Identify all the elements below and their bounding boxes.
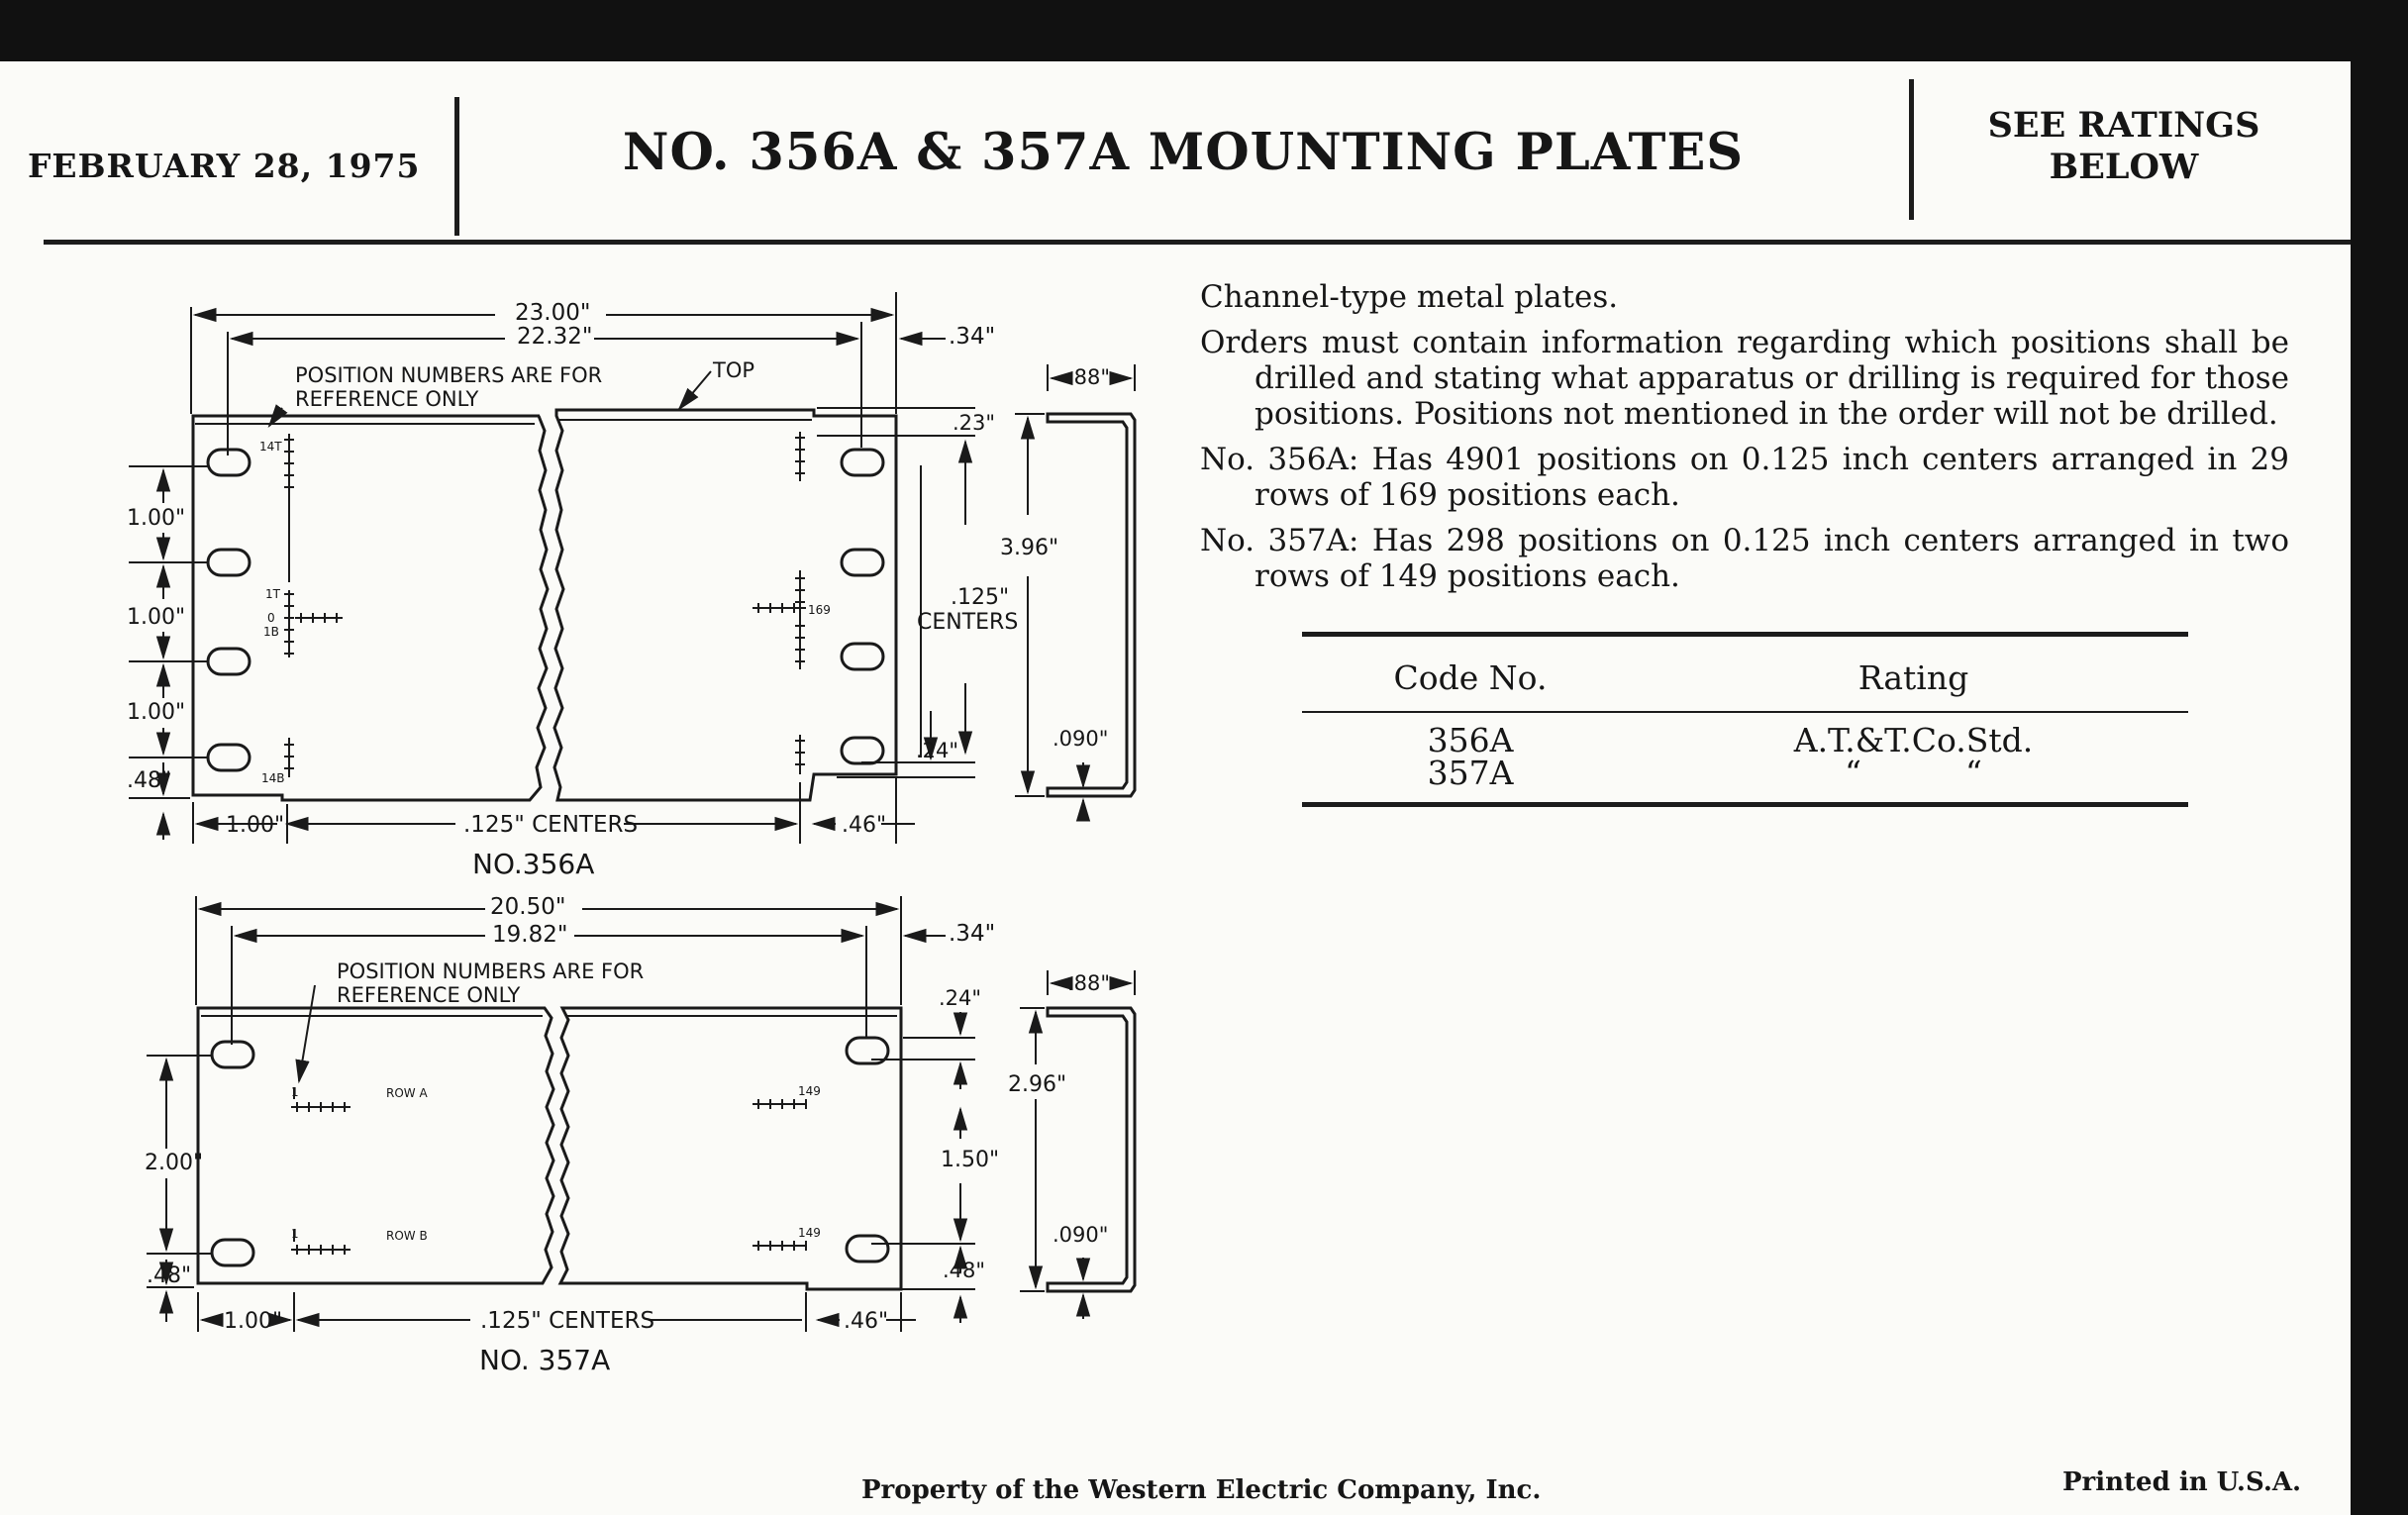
slot [208,649,250,674]
centers-line1: .125" [951,585,1010,610]
see-ratings-line1: SEE RATINGS [1987,105,2260,146]
dim-row-spacing: 1.50" [941,1148,1000,1172]
drawing-356a [127,292,1135,880]
note-line1: POSITION NUMBERS ARE FOR [295,363,603,387]
dim-hole-spacing: 2.00" [145,1151,204,1175]
position-markers [284,432,806,777]
plate-357a-right [560,1008,901,1289]
rating-cell: A.T.&T.Co.Std. [1793,721,2034,759]
desc-orders: Orders must contain information regarding which positions shall be drilled and stating what apparatus or drilling is required for those positions. Positions not mentioned in the order will not be drilled. [1200,325,2289,432]
slot [842,450,883,475]
dim-overall-width: 20.50" [490,894,566,920]
slot [212,1042,253,1067]
dim-bottom-hole-offset: .48" [127,768,172,793]
dim-bottom-hole-offset: .48" [147,1263,192,1288]
dim-height: 2.96" [1008,1072,1067,1097]
pos-label: 149 [798,1084,821,1098]
dim-hole-spacing: 1.00" [127,506,186,531]
dim-hole-span: 19.82" [492,922,568,948]
rating-cell: “ “ [1845,754,1982,792]
pos-label: 0 [267,611,275,625]
dim-flange-width: .88" [1067,971,1111,995]
desc-356a: No. 356A: Has 4901 positions on 0.125 inch centers arranged in 29 rows of 169 positions each. [1200,442,2289,513]
dim-flange-width: .88" [1067,365,1111,389]
dim-hole-spacing: 1.00" [127,605,186,630]
footer-printed: Printed in U.S.A. [2062,1467,2302,1497]
dim-edge-offset: .34" [949,921,996,947]
dim-hole-span: 22.32" [517,324,593,350]
dim-thickness: .090" [1053,1223,1109,1247]
row-label: ROW A [386,1086,428,1100]
pos-label: 14B [261,771,285,785]
top-label: TOP [713,358,755,382]
col-rating-header: Rating [1857,658,1969,697]
pos-label: 1 [291,1085,299,1099]
dim-left-offset: 1.00" [226,813,285,838]
drawing-name-357a: NO. 357A [479,1344,611,1376]
dim-height: 3.96" [1000,536,1059,560]
note-line2: REFERENCE ONLY [337,983,521,1007]
centers-line2: CENTERS [917,610,1019,635]
pos-label: 1B [263,625,279,639]
row-label: ROW B [386,1229,428,1243]
dim-edge-offset: .34" [949,324,996,350]
dim-top-margin: .23" [953,411,996,435]
desc-357a: No. 357A: Has 298 positions on 0.125 inch centers arranged in two rows of 149 positions each. [1200,523,2289,594]
slot [842,644,883,669]
dim-right-offset: .46" [842,813,887,838]
dim-bottom-margin: .48" [943,1259,986,1282]
pos-label: 14T [259,440,282,454]
slot [842,738,883,763]
slot [212,1240,253,1265]
code-cell: 357A [1427,754,1514,792]
drawing-357a [145,894,1135,1376]
footer-property: Property of the Western Electric Company, Inc. [861,1475,1542,1505]
drawing-name-356a: NO.356A [472,848,595,880]
desc-intro: Channel-type metal plates. [1200,279,1619,315]
dim-hole-spacing: 1.00" [127,700,186,725]
pos-label: 149 [798,1226,821,1240]
dim-bottom-centers: .125" CENTERS [480,1308,655,1334]
dim-bottom-margin: .24" [916,739,959,762]
slot [208,745,250,770]
slot [842,550,883,575]
note-line2: REFERENCE ONLY [295,387,479,411]
note-line1: POSITION NUMBERS ARE FOR [337,960,645,983]
issue-date: FEBRUARY 28, 1975 [28,147,421,185]
slot [208,550,250,575]
dim-right-offset: .46" [844,1309,889,1334]
pos-label: 1T [265,587,280,601]
plate-356a-left [193,416,548,800]
col-code-header: Code No. [1393,658,1548,697]
dim-thickness: .090" [1053,727,1109,751]
dim-bottom-centers: .125" CENTERS [463,812,639,838]
dim-left-offset: 1.00" [224,1309,283,1334]
pos-label: 169 [808,603,831,617]
channel-357a [1048,1008,1135,1291]
page-title: NO. 356A & 357A MOUNTING PLATES [622,123,1745,182]
see-ratings-line2: BELOW [2049,147,2199,187]
dim-top-margin: .24" [939,986,982,1010]
slot [847,1236,888,1262]
code-cell: 356A [1427,721,1514,759]
dim-overall-width: 23.00" [515,300,591,326]
pos-label: 1 [291,1227,299,1241]
